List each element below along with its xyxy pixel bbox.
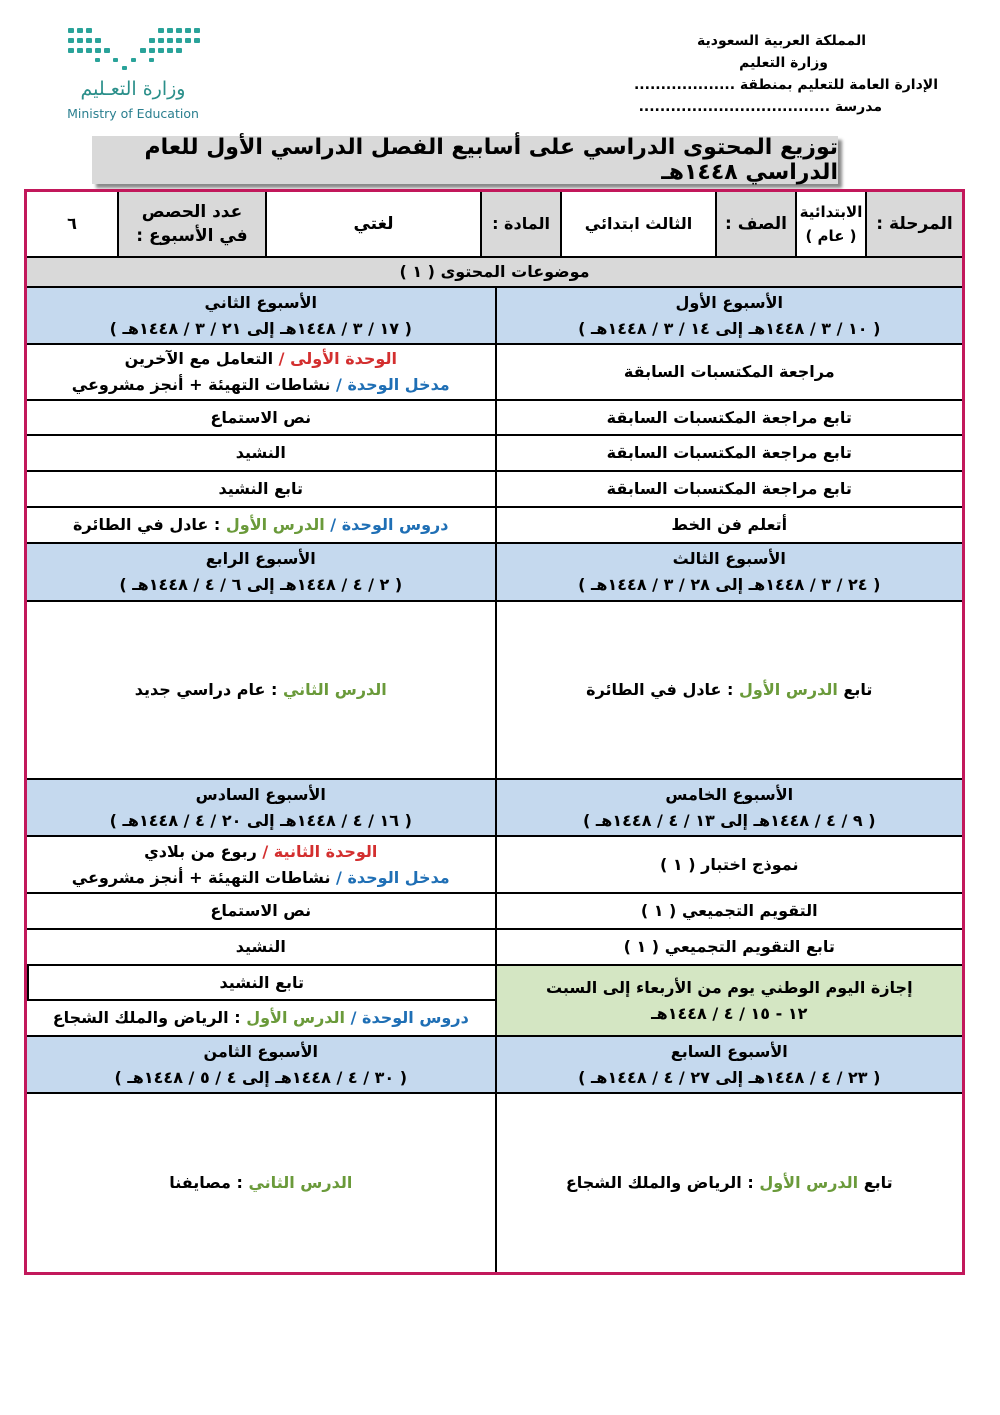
week-8-header — [27, 1037, 495, 1092]
logo-dots-icon — [58, 26, 208, 76]
week-2-dates: ( ١٧ / ٣ / ١٤٤٨هـ إلى ٢١ / ٣ / ١٤٤٨هـ ) — [109, 318, 412, 338]
week-6-item-5 — [27, 1001, 495, 1035]
separator: : — [228, 1008, 247, 1027]
unit-name: التعامل مع الآخرين — [124, 349, 274, 368]
week-3-dates: ( ٢٤ / ٣ / ١٤٤٨هـ إلى ٢٨ / ٣ / ١٤٤٨هـ ) — [578, 575, 881, 594]
subject-label: المادة : — [480, 192, 560, 256]
week-4-name: الأسبوع الرابع — [205, 549, 316, 568]
week-3-name: الأسبوع الثالث — [672, 549, 786, 568]
lesson-name: عام دراسي جديد — [134, 680, 266, 699]
grade-label: الصف : — [715, 192, 795, 256]
content-row — [27, 508, 962, 542]
week-2-item-3: النشيد — [235, 443, 286, 462]
week-7-header — [495, 1037, 963, 1092]
content-row-tall — [27, 602, 962, 778]
week-5-item-2: التقويم التجميعي ( ١ ) — [495, 894, 963, 928]
unit-entry-text: نشاطات التهيئة + أنجز مشروعي — [71, 375, 331, 394]
holiday-line-1: إجازة اليوم الوطني يوم من الأربعاء إلى السبت — [545, 977, 913, 997]
week-2-header — [27, 288, 495, 343]
holiday-row — [27, 966, 962, 1035]
week-3-header — [495, 544, 963, 600]
separator: / — [256, 841, 274, 861]
unit-name: ربوع من بلادي — [144, 841, 257, 861]
separator: : — [721, 680, 740, 699]
week-8-dates: ( ٣٠ / ٤ / ١٤٤٨هـ إلى ٤ / ٥ / ١٤٤٨هـ ) — [114, 1067, 408, 1087]
separator: : — [741, 1173, 760, 1192]
week-5-name: الأسبوع الخامس — [665, 784, 794, 804]
week-6-item-3: النشيد — [235, 937, 286, 956]
week-6-item-4: تابع النشيد — [27, 966, 495, 999]
lesson-name: الرياض والملك الشجاع — [52, 1008, 229, 1027]
week-6-dates: ( ١٦ / ٤ / ١٤٤٨هـ إلى ٢٠ / ٤ / ١٤٤٨هـ ) — [109, 810, 412, 830]
week-1-item-4: تابع مراجعة المكتسبات السابقة — [495, 472, 963, 506]
week-1-item-1: مراجعة المكتسبات السابقة — [495, 345, 963, 399]
info-row — [27, 192, 962, 256]
stage-value: الابتدائية ( عام ) — [795, 192, 865, 256]
holiday-line-2: ١٢ - ١٥ / ٤ / ١٤٤٨هـ — [651, 1003, 808, 1023]
week-4-header — [27, 544, 495, 600]
unit-entry-text: نشاطات التهيئة + أنجز مشروعي — [71, 867, 331, 887]
content-row — [27, 930, 962, 964]
content-row — [27, 401, 962, 434]
lesson-label: الدرس الأول — [759, 1173, 859, 1192]
prefix: تابع — [858, 1173, 893, 1192]
content-row-tall — [27, 1094, 962, 1272]
week-8-content — [27, 1094, 495, 1272]
content-row — [27, 837, 962, 892]
ministry-label: وزارة التعليم — [739, 55, 828, 71]
week-6-header — [27, 780, 495, 835]
week-1-item-2: تابع مراجعة المكتسبات السابقة — [495, 401, 963, 434]
lesson-name: عادل في الطائرة — [586, 680, 722, 699]
ministry-logo — [58, 26, 208, 126]
content-row — [27, 345, 962, 399]
content-row — [27, 472, 962, 506]
directorate-label: الإدارة العامة للتعليم بمنطقة ................... — [633, 77, 938, 93]
week-header-row-4 — [27, 1037, 962, 1092]
lesson-name: عادل في الطائرة — [73, 515, 209, 534]
week-3-content — [495, 602, 963, 778]
lesson-label: الدرس الأول — [739, 680, 838, 699]
grade-value: الثالث ابتدائي — [560, 192, 715, 256]
week-6-stack — [27, 966, 495, 1035]
topics-row — [27, 258, 962, 286]
content-row — [27, 894, 962, 928]
week-2-item-4: تابع النشيد — [218, 479, 304, 498]
unit-lessons-label: دروس الوحدة — [362, 1008, 469, 1027]
subject-value: لغتي — [265, 192, 480, 256]
week-header-row-3 — [27, 780, 962, 835]
lesson-name: الرياض والملك الشجاع — [565, 1173, 742, 1192]
week-5-dates: ( ٩ / ٤ / ١٤٤٨هـ إلى ١٣ / ٤ / ١٤٤٨هـ ) — [582, 810, 876, 830]
week-7-name: الأسبوع السابع — [670, 1041, 788, 1061]
week-header-row-2 — [27, 544, 962, 600]
week-5-item-3: تابع التقويم التجميعي ( ١ ) — [495, 930, 963, 964]
separator: : — [208, 515, 226, 534]
logo-english-text: Ministry of Education — [67, 106, 199, 121]
lesson-label: الدرس الأول — [246, 1008, 346, 1027]
week-4-content — [27, 602, 495, 778]
periods-value: ٦ — [67, 214, 77, 233]
unit-entry-label: مدخل الوحدة — [347, 867, 450, 887]
week-2-item-1 — [27, 345, 495, 399]
separator: : — [230, 1173, 249, 1192]
week-1-name: الأسبوع الأول — [675, 292, 783, 312]
separator: / — [345, 1008, 363, 1027]
stage-label: المرحلة : — [865, 192, 962, 256]
page-title — [92, 136, 838, 184]
unit-label: الوحدة الأولى — [290, 349, 397, 368]
logo-arabic-text: وزارة التعـليم — [80, 78, 186, 100]
unit-entry-label: مدخل الوحدة — [347, 375, 450, 394]
page-title-text: توزيع المحتوى الدراسي على أسابيع الفصل الدراسي الأول للعام الدراسي ١٤٤٨هـ — [144, 135, 838, 185]
week-6-item-1 — [27, 837, 495, 892]
week-8-name: الأسبوع الثامن — [203, 1041, 319, 1061]
week-4-dates: ( ٢ / ٤ / ١٤٤٨هـ إلى ٦ / ٤ / ١٤٤٨هـ ) — [119, 575, 403, 594]
separator: / — [330, 375, 348, 394]
school-label: مدرسة .................................... — [638, 99, 882, 115]
lesson-label: الدرس الثاني — [282, 680, 387, 699]
periods-label: عدد الحصص في الأسبوع : — [117, 192, 265, 256]
week-1-dates: ( ١٠ / ٣ / ١٤٤٨هـ إلى ١٤ / ٣ / ١٤٤٨هـ ) — [578, 318, 881, 338]
week-2-item-5 — [27, 508, 495, 542]
unit-label: الوحدة الثانية — [273, 841, 378, 861]
week-1-item-5: أتعلم فن الخط — [495, 508, 963, 542]
national-day-holiday — [495, 966, 963, 1035]
kingdom-label: المملكة العربية السعودية — [697, 33, 866, 49]
week-5-header — [495, 780, 963, 835]
separator: : — [265, 680, 283, 699]
prefix: تابع — [837, 680, 873, 699]
week-1-item-3: تابع مراجعة المكتسبات السابقة — [495, 436, 963, 470]
separator: / — [330, 867, 348, 887]
separator: / — [273, 349, 291, 368]
week-6-name: الأسبوع السادس — [195, 784, 326, 804]
lesson-label: الدرس الأول — [225, 515, 325, 534]
separator: / — [324, 515, 342, 534]
lesson-name: مصايفنا — [169, 1173, 231, 1192]
unit-lessons-label: دروس الوحدة — [341, 515, 449, 534]
distribution-table — [24, 189, 965, 1275]
week-5-item-1: نموذج اختبار ( ١ ) — [495, 837, 963, 892]
week-7-content — [495, 1094, 963, 1272]
content-row — [27, 436, 962, 470]
topics-title: موضوعات المحتوى ( ١ ) — [399, 262, 590, 281]
lesson-label: الدرس الثاني — [248, 1173, 353, 1192]
week-2-item-2: نص الاستماع — [210, 407, 312, 427]
ministry-header — [608, 30, 938, 118]
week-1-header — [495, 288, 963, 343]
week-2-name: الأسبوع الثاني — [204, 292, 317, 312]
week-6-item-2: نص الاستماع — [210, 901, 312, 920]
week-header-row-1 — [27, 288, 962, 343]
week-7-dates: ( ٢٣ / ٤ / ١٤٤٨هـ إلى ٢٧ / ٤ / ١٤٤٨هـ ) — [578, 1067, 881, 1087]
